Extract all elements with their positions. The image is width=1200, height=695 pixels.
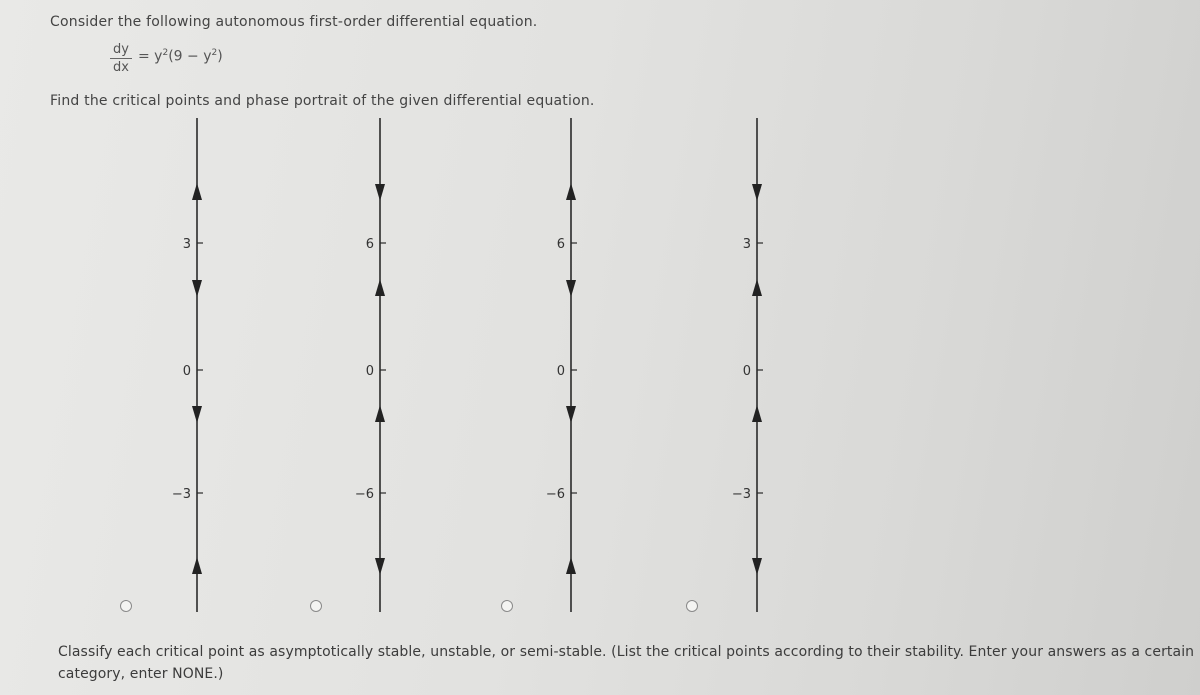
exponent-2b: 2	[211, 48, 218, 58]
critical-point-label: 6	[556, 237, 565, 252]
arrow-down-icon	[566, 406, 576, 423]
arrow-down-icon	[566, 280, 576, 297]
phase-portrait-option-3	[546, 118, 577, 612]
phase-portrait-option-4	[732, 118, 763, 612]
arrow-up-icon	[192, 183, 202, 200]
phase-portrait-option-1	[172, 118, 203, 612]
problem-prompt: Consider the following autonomous first-order differential equation.	[50, 14, 538, 30]
arrow-down-icon	[375, 558, 385, 575]
critical-point-label: 0	[182, 364, 191, 379]
option-radio-3[interactable]	[501, 600, 513, 612]
critical-point-label: 0	[556, 364, 565, 379]
arrow-up-icon	[566, 557, 576, 574]
exponent-2: 2	[162, 48, 169, 58]
fraction-denominator: dx	[113, 60, 129, 75]
critical-point-label: 3	[182, 237, 191, 252]
arrow-up-icon	[192, 557, 202, 574]
arrow-down-icon	[375, 184, 385, 201]
question-text: Find the critical points and phase portrait of the given differential equation.	[50, 93, 595, 109]
phase-portrait-option-2	[355, 118, 386, 612]
critical-point-label: −3	[171, 487, 191, 502]
critical-point-label: 0	[742, 364, 751, 379]
critical-point-label: −6	[545, 487, 565, 502]
arrow-down-icon	[752, 558, 762, 575]
option-radio-4[interactable]	[686, 600, 698, 612]
critical-point-label: −6	[354, 487, 374, 502]
arrow-up-icon	[752, 405, 762, 422]
arrow-down-icon	[192, 406, 202, 423]
fraction-numerator: dy	[113, 42, 129, 57]
critical-point-label: −3	[731, 487, 751, 502]
arrow-down-icon	[192, 280, 202, 297]
arrow-up-icon	[375, 405, 385, 422]
critical-point-label: 3	[742, 237, 751, 252]
arrow-down-icon	[752, 184, 762, 201]
rhs-mid: (9 − y	[168, 48, 212, 65]
option-radio-1[interactable]	[120, 600, 132, 612]
arrow-up-icon	[566, 183, 576, 200]
arrow-up-icon	[375, 279, 385, 296]
option-radio-2[interactable]	[310, 600, 322, 612]
rhs-suffix: )	[217, 48, 223, 65]
arrow-up-icon	[752, 279, 762, 296]
critical-point-label: 0	[365, 364, 374, 379]
critical-point-label: 6	[365, 237, 374, 252]
classify-instructions: Classify each critical point as asymptotically stable, unstable, or semi-stable. (List the critical points according to their stability. Enter your answers as a certain category, enter NONE.)	[58, 644, 1195, 682]
rhs-prefix: = y	[138, 48, 163, 65]
